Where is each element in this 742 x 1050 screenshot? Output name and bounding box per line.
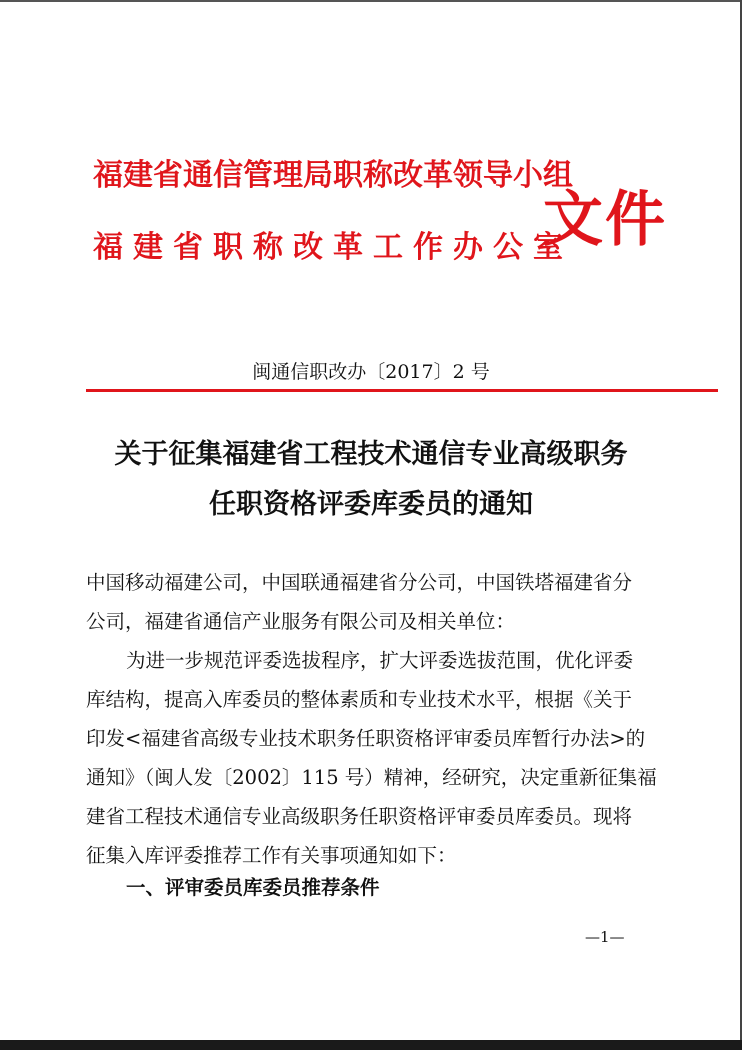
recipients-line: 中国移动福建公司，中国联通福建省分公司，中国铁塔福建省分 (86, 571, 633, 594)
paragraph-line: 库结构，提高入库委员的整体素质和专业技术水平，根据《关于 (86, 688, 633, 711)
paragraph-line: 为进一步规范评委选拔程序，扩大评委选拔范围，优化评委 (126, 649, 634, 672)
recipients-block (86, 563, 676, 641)
document-word: 文件 (543, 185, 667, 255)
paragraph-line: 征集入库评委推荐工作有关事项通知如下： (86, 844, 457, 867)
title-line-1: 关于征集福建省工程技术通信专业高级职务 (114, 439, 628, 470)
section-heading-1: 一、评审委员库委员推荐条件 (126, 876, 380, 899)
red-divider-line (86, 389, 718, 392)
paragraph-line: 通知》（闽人发〔2002〕115 号）精神，经研究，决定重新征集福 (86, 766, 657, 789)
scan-top-edge (0, 0, 742, 2)
document-number: 闽通信职改办〔2017〕2 号 (252, 361, 490, 383)
paragraph-1 (86, 641, 676, 875)
issuer-line-1: 福建省通信管理局职称改革领导小组 (93, 158, 573, 193)
title-line-2: 任职资格评委库委员的通知 (209, 489, 533, 520)
paragraph-line: 印发<福建省高级专业技术职务任职资格评审委员库暂行办法>的 (86, 727, 646, 750)
recipients-line: 公司，福建省通信产业服务有限公司及相关单位： (86, 610, 516, 633)
issuer-line-2: 福建省职称改革工作办公室 (93, 230, 573, 265)
page-number: —1— (585, 928, 625, 946)
paragraph-line: 建省工程技术通信专业高级职务任职资格评审委员库委员。现将 (86, 805, 633, 828)
scan-bottom-edge (0, 1040, 742, 1050)
